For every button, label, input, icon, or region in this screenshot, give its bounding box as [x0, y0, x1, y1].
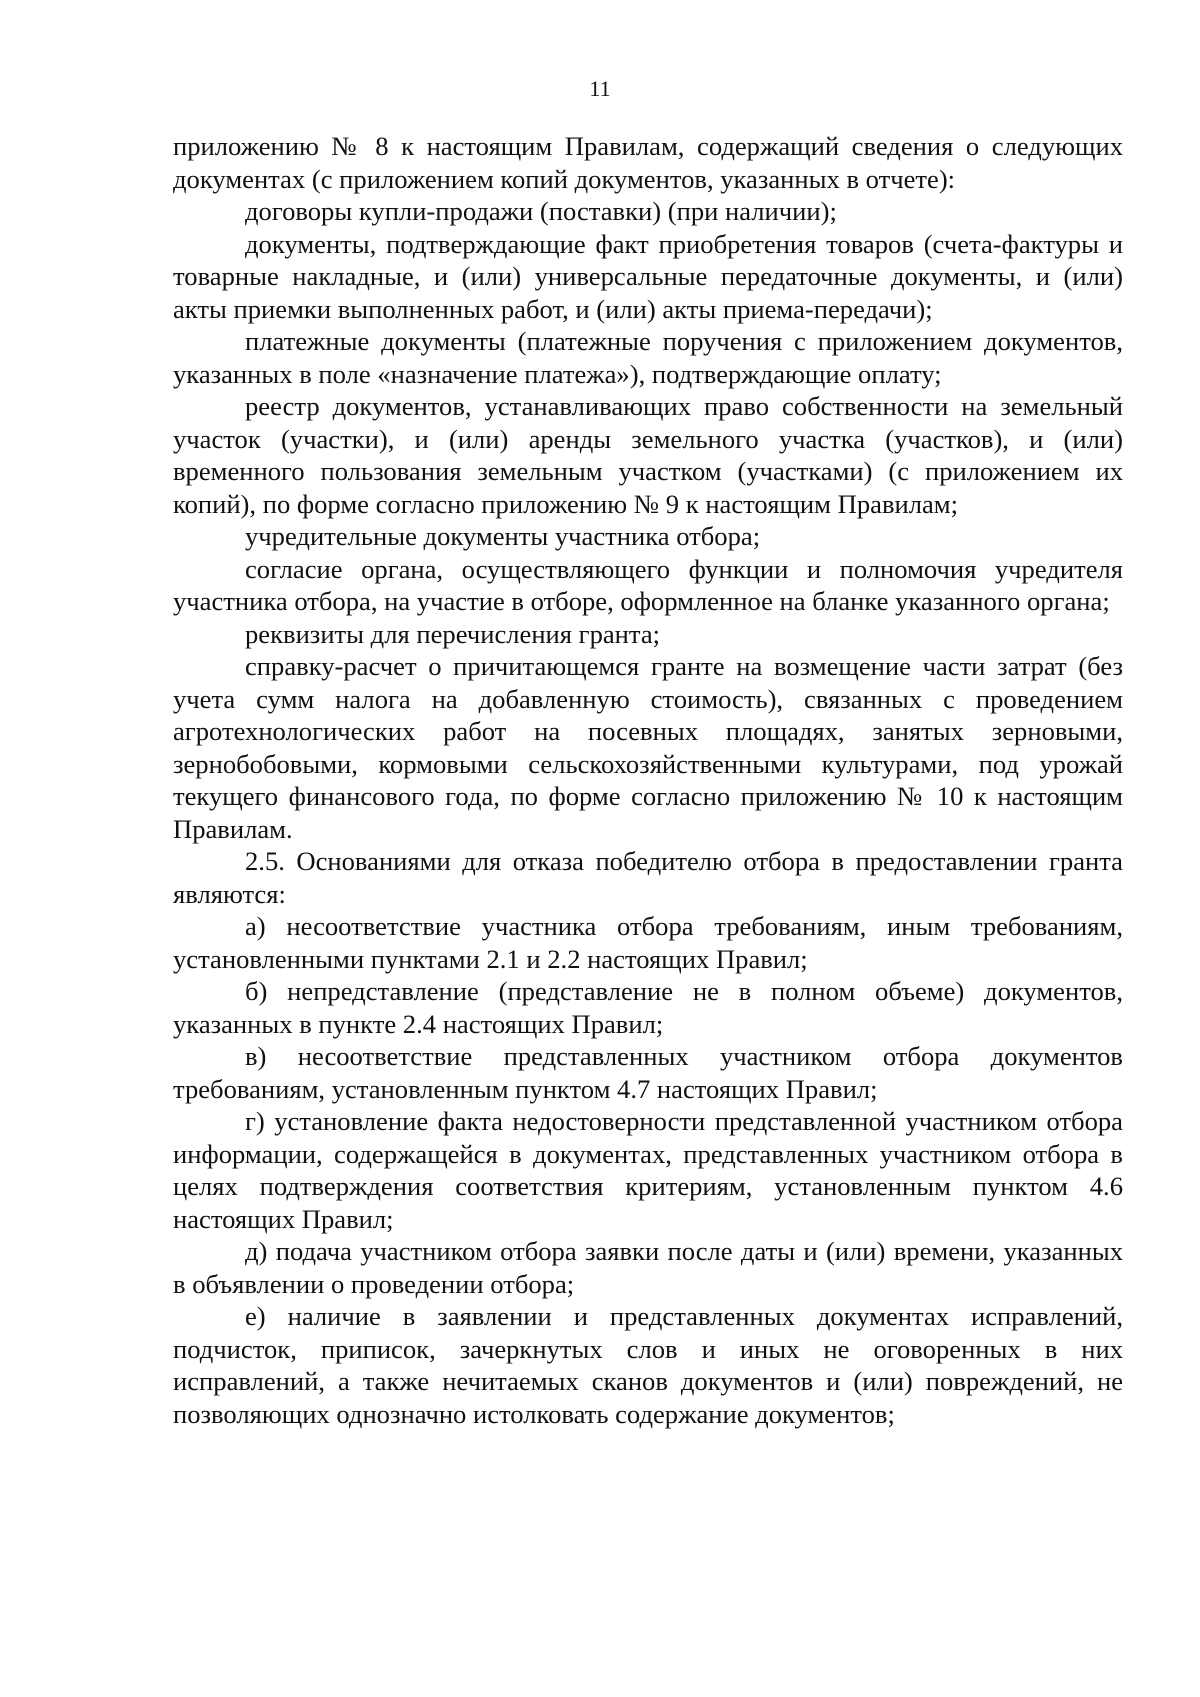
- paragraph: согласие органа, осуществляющего функции и полномочия учредителя участника отбора, на участие в отборе, оформленное на бланке указанного органа;: [173, 553, 1123, 616]
- paragraph: б) непредставление (представление не в полном объеме) документов, указанных в пункте 2.4 настоящих Правил;: [173, 976, 1123, 1039]
- paragraph: 2.5. Основаниями для отказа победителю отбора в предоставлении гранта являются:: [173, 846, 1123, 909]
- paragraph: в) несоответствие представленных участником отбора документов требованиям, установленным пунктом 4.7 настоящих Правил;: [173, 1041, 1123, 1104]
- paragraph: договоры купли-продажи (поставки) (при наличии);: [245, 196, 837, 226]
- paragraph: реестр документов, устанавливающих право собственности на земельный участок (участки), и (или) аренды земельного участка (участков), и (или) временного пользования земельным участком (участками) (с приложением их копий), по форме согласно приложению № 9 к настоящим Правилам;: [173, 391, 1123, 519]
- paragraph: а) несоответствие участника отбора требованиям, иным требованиям, установленными пунктами 2.1 и 2.2 настоящих Правил;: [173, 911, 1123, 974]
- paragraph: документы, подтверждающие факт приобретения товаров (счета-фактуры и товарные накладные, и (или) универсальные передаточные документы, и (или) акты приемки выполненных работ, и (или) акты приема-передачи);: [173, 228, 1123, 324]
- paragraph: приложению № 8 к настоящим Правилам, содержащий сведения о следующих документах (с приложением копий документов, указанных в отчете):: [173, 131, 1123, 194]
- paragraph: справку-расчет о причитающемся гранте на возмещение части затрат (без учета сумм налога на добавленную стоимость), связанных с проведением агротехнологических работ на посевных площадях, занятых зерновыми, зернобобовыми, кормовыми сельскохозяйственными культурами, под урожай текущего финансового года, по форме согласно приложению № 10 к настоящим Правилам.: [173, 651, 1123, 844]
- page-number: 11: [589, 76, 611, 101]
- document-body: [173, 130, 1123, 1430]
- paragraph: г) установление факта недостоверности представленной участником отбора информации, содержащейся в документах, представленных участником отбора в целях подтверждения соответствия критериям, установленным пунктом 4.6 настоящих Правил;: [173, 1106, 1123, 1234]
- paragraph: платежные документы (платежные поручения с приложением документов, указанных в поле «назначение платежа»), подтверждающие оплату;: [173, 326, 1123, 389]
- paragraph: е) наличие в заявлении и представленных документах исправлений, подчисток, приписок, зачеркнутых слов и иных не оговоренных в них исправлений, а также нечитаемых сканов документов и (или) повреждений, не позволяющих однозначно истолковать содержание документов;: [173, 1301, 1123, 1429]
- paragraph: д) подача участником отбора заявки после даты и (или) времени, указанных в объявлении о проведении отбора;: [173, 1236, 1123, 1299]
- paragraph: реквизиты для перечисления гранта;: [245, 618, 661, 649]
- paragraph: учредительные документы участника отбора;: [245, 521, 761, 551]
